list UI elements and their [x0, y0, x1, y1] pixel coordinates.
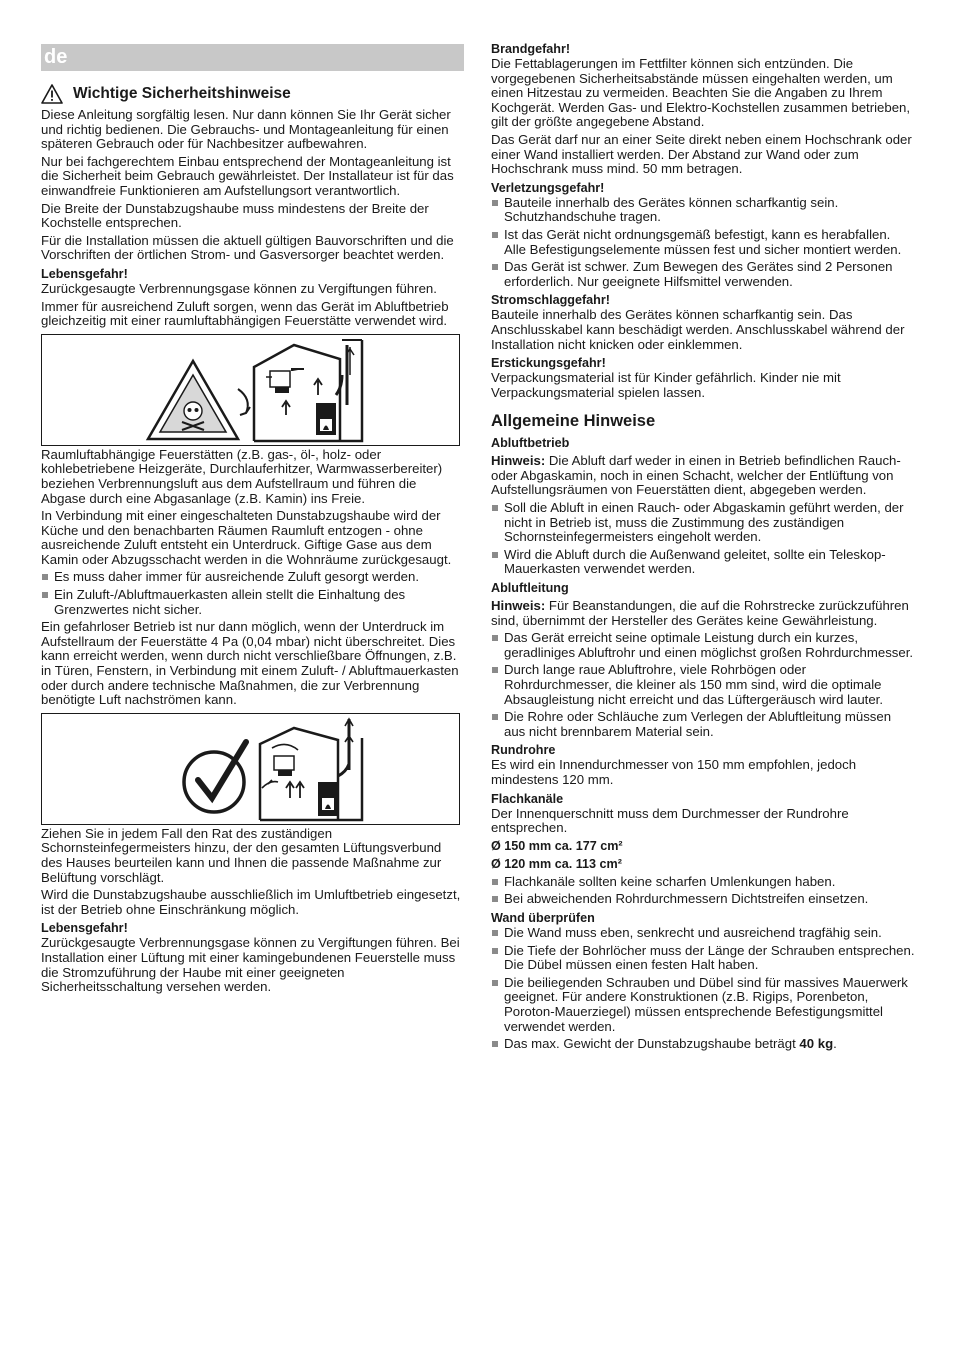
list-item: Die Tiefe der Bohrlöcher muss der Länge der Schrauben entsprechen. Die Dübel müssen einen festen Halt haben. [491, 944, 915, 973]
list-item: Das Gerät ist schwer. Zum Bewegen des Gerätes sind 2 Personen erforderlich. Nur geeignete Hilfsmittel verwenden. [491, 260, 915, 289]
paragraph: Wird die Dunstabzugshaube ausschließlich im Umluftbetrieb eingesetzt, ist der Betrieb ohne Einschränkung möglich. [41, 887, 461, 917]
list-item: Ein Zuluft-/Abluftmauerkasten allein stellt die Einhaltung des Grenzwertes nicht sicher. [41, 588, 464, 617]
language-bar: de [41, 44, 464, 71]
paragraph: Ziehen Sie in jedem Fall den Rat des zuständigen Schornsteinfegermeisters hinzu, der den gesamten Lüftungsverbund des Hauses beurteilen kann und Ihnen die passende Maßnahme zur Belüftung vorschlägt. [41, 825, 442, 885]
subheading-flachkanaele: Flachkanäle [491, 791, 564, 806]
right-column [491, 42, 915, 1055]
hint-paragraph [491, 599, 915, 628]
subheading-brandgefahr: Brandgefahr! [491, 42, 571, 56]
paragraph: Verpackungsmaterial ist für Kinder gefährlich. Kinder nie mit Verpackungsmaterial spielen lassen. [491, 370, 841, 400]
skull-warning-icon [148, 361, 238, 439]
paragraph: Raumluftabhängige Feuerstätten (z.B. gas-, öl-, holz- oder kohlebetriebene Heizgeräte, Durchlauferhitzer, Warmwasserbereiter) beziehen Verbrennungsluft aus dem Aufstellraum und führen die Abgase durch eine Abgasanlage (z.B. Kamin) ins Freie. [41, 446, 443, 506]
list-item: Durch lange raue Abluftrohre, viele Rohrbögen oder Rohrdurchmesser, die kleiner als 150 mm sind, wird die optimale Absaugleistung nicht erreicht und das Lüftergeräusch wird lauter. [491, 663, 915, 707]
bullet-list [491, 926, 915, 1052]
paragraph: Immer für ausreichend Zuluft sorgen, wenn das Gerät im Abluftbetrieb gleichzeitig mit einer raumluftabhängigen Feuerstätte verwendet wird. [41, 298, 449, 329]
safety-heading-row [41, 84, 464, 104]
house-diagram-icon [260, 728, 362, 820]
weight-value: 40 kg [799, 1036, 834, 1052]
list-item: Die Wand muss eben, senkrecht und ausreichend tragfähig sein. [491, 926, 915, 941]
weight-end: . [833, 1036, 837, 1052]
list-item: Es muss daher immer für ausreichende Zuluft gesorgt werden. [41, 570, 464, 585]
list-item: Soll die Abluft in einen Rauch- oder Abgaskamin geführt werden, der nicht in Betrieb ist, muss die Zustimmung des zuständigen Schornsteinfegermeisters eingeholt werden. [491, 501, 915, 545]
subheading-stromschlaggefahr: Stromschlaggefahr! [491, 293, 610, 308]
subheading-erstickungsgefahr: Erstickungsgefahr! [491, 356, 606, 371]
warning-triangle-icon [41, 84, 63, 104]
list-item [491, 1037, 915, 1052]
measurement-150: Ø 150 mm ca. 177 cm² [491, 838, 623, 853]
subheading-abluftbetrieb: Abluftbetrieb [491, 436, 570, 451]
bullet-list [491, 196, 915, 290]
subheading-rundrohre: Rundrohre [491, 743, 556, 758]
paragraph: Die Fettablagerungen im Fettfilter können sich entzünden. Die vorgegebenen Sicherheitsabstände müssen eingehalten werden, um einen Hitzestau zu vermeiden. Beachten Sie die Angaben zu Ihrem Kochgerät. Werden Gas- und Elektro-Kochstellen zusammen betrieben, gilt der größte angegebene Abstand. [491, 56, 911, 130]
paragraph: Zurückgesaugte Verbrennungsgase können zu Vergiftungen führen. Bei Installation einer Lüftung mit einer kamingebundenen Feuerstelle muss die Stromzuführung der Haube mit einer geeigneten Sicherheitsschaltung versehen werden. [41, 935, 460, 995]
paragraph: Bauteile innerhalb des Gerätes können scharfkantig sein. Das Anschlusskabel kann beschädigt werden. Anschlusskabel während der Installation nicht knicken oder einklemmen. [491, 307, 905, 352]
bullet-list [491, 875, 915, 907]
subheading-lebensgefahr: Lebensgefahr! [41, 921, 128, 936]
hint-text: Die Abluft darf weder in einen in Betrieb befindlichen Rauch- oder Abgaskamin, noch in einen Schacht, welcher der Entlüftung von Aufstellungsräumen von Feuerstätten dient, abgegeben werden. [491, 453, 901, 498]
subheading-abluftleitung: Abluftleitung [491, 581, 569, 596]
list-item: Ist das Gerät nicht ordnungsgemäß befestigt, kann es herabfallen. Alle Befestigungselemente müssen fest und sicher montiert werden. [491, 228, 915, 257]
paragraph: Es wird ein Innendurchmesser von 150 mm empfohlen, jedoch mindestens 120 mm. [491, 757, 857, 787]
list-item: Die Rohre oder Schläuche zum Verlegen der Abluftleitung müssen aus nicht brennbarem Material sein. [491, 710, 915, 739]
list-item: Flachkanäle sollten keine scharfen Umlenkungen haben. [491, 875, 915, 890]
bullet-list [41, 570, 464, 617]
hint-label: Hinweis: [491, 598, 546, 614]
paragraph: Das Gerät darf nur an einer Seite direkt neben einem Hochschrank oder einer Wand installiert werden. Der Abstand zur Wand oder zum Hochschrank muss mind. 50 mm betragen. [491, 131, 912, 177]
figure-exhaust-hazard [41, 334, 460, 446]
measurement-120: Ø 120 mm ca. 113 cm² [491, 856, 622, 871]
paragraph: Ein gefahrloser Betrieb ist nur dann möglich, wenn der Unterdruck im Aufstellraum der Feuerstätte 4 Pa (0,04 mbar) nicht überschreitet. Dies kann erreicht werden, wenn durch nicht verschließbare Öffnungen, z.B. in Türen, Fenstern, in Verbindung mit einem Zuluft- / Abluftmauerkasten oder durch andere technische Maßnahmen, die zur Verbrennung benötigte Luft nachströmen kann. [41, 619, 459, 708]
paragraph: Zurückgesaugte Verbrennungsgase können zu Vergiftungen führen. [41, 280, 437, 296]
paragraph: In Verbindung mit einer eingeschalteten Dunstabzugshaube wird der Küche und den benachbarten Räumen Raumluft entzogen - ohne ausreichende Zuluft entsteht ein Unterdruck. Giftige Gase aus dem Kamin oder Abzugsschacht werden in die Wohnräume zurückgesaugt. [41, 508, 452, 567]
subheading-lebensgefahr: Lebensgefahr! [41, 266, 128, 281]
check-icon [184, 742, 246, 812]
figure-recirculation-ok [41, 713, 460, 825]
intro-paragraph: Für die Installation müssen die aktuell gültigen Bauvorschriften und die Vorschriften der örtlichen Strom- und Gasversorger beachtet werden. [41, 232, 454, 263]
hint-label: Hinweis: [491, 453, 546, 469]
list-item: Die beiliegenden Schrauben und Dübel sind für massives Mauerwerk geeignet. Für andere Konstruktionen (z.B. Rigips, Porenbeton, Poroton-Mauerziegel) müssen entsprechende Befestigungsmittel verwendet werden. [491, 976, 915, 1034]
intro-paragraph: Die Breite der Dunstabzugshaube muss mindestens der Breite der Kochstelle entsprechen. [41, 200, 429, 231]
list-item: Bauteile innerhalb des Gerätes können scharfkantig sein. Schutzhandschuhe tragen. [491, 196, 915, 225]
weight-text: Das max. Gewicht der Dunstabzugshaube beträgt [504, 1036, 800, 1052]
section-title: Wichtige Sicherheitshinweise [73, 85, 291, 102]
bullet-list [491, 501, 915, 577]
list-item: Bei abweichenden Rohrdurchmessern Dichtstreifen einsetzen. [491, 892, 915, 907]
intro-paragraph: Nur bei fachgerechtem Einbau entsprechend der Montageanleitung ist die Sicherheit beim Gebrauch gewährleistet. Der Installateur ist für das einwandfreie Funktionieren am Aufstellungsort verantwortlich. [41, 153, 454, 198]
intro-paragraph: Diese Anleitung sorgfältig lesen. Nur dann können Sie Ihr Gerät sicher und richtig bedienen. Die Gebrauchs- und Montageanleitung für einen späteren Gebrauch oder für Nachbesitzer aufbewahren. [41, 107, 451, 152]
subheading-wand-ueberpruefen: Wand überprüfen [491, 910, 595, 925]
paragraph: Der Innenquerschnitt muss dem Durchmesser der Rundrohre entsprechen. [491, 805, 849, 836]
list-item: Das Gerät erreicht seine optimale Leistung durch ein kurzes, geradliniges Abluftrohr und einen möglichst großen Rohrdurchmesser. [491, 631, 915, 660]
list-item: Wird die Abluft durch die Außenwand geleitet, sollte ein Teleskop-Mauerkasten verwendet werden. [491, 548, 915, 577]
hint-paragraph [491, 454, 915, 498]
section-title-allgemeine-hinweise: Allgemeine Hinweise [491, 412, 656, 431]
left-column [41, 44, 464, 998]
hint-text: Für Beanstandungen, die auf die Rohrstrecke zurückzuführen sind, übernimmt der Hersteller des Gerätes keine Gewährleistung. [491, 598, 909, 628]
bullet-list [491, 631, 915, 739]
subheading-verletzungsgefahr: Verletzungsgefahr! [491, 180, 605, 195]
